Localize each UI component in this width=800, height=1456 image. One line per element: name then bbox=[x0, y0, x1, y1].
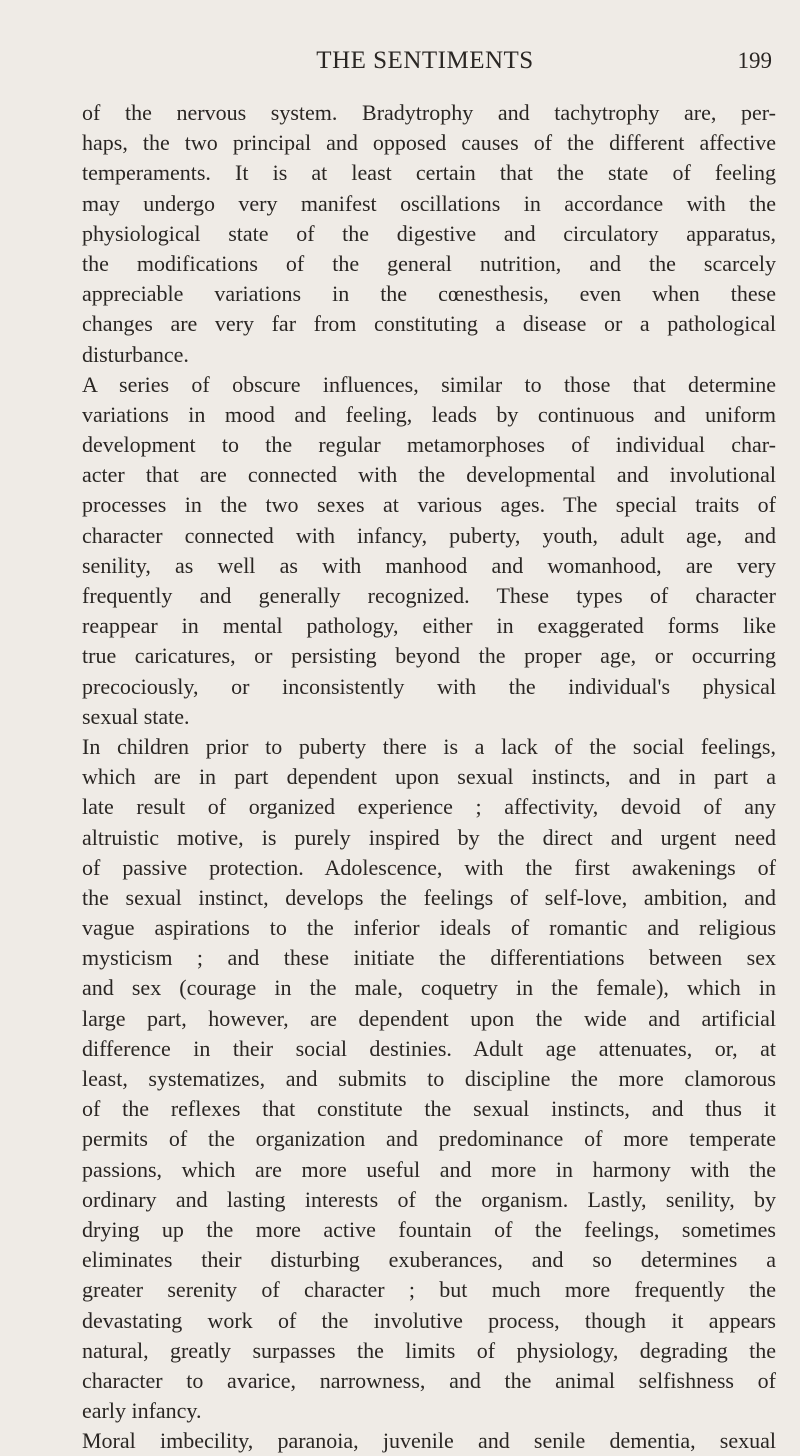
text-line: the modifications of the general nutrition, and the scarcely bbox=[82, 250, 776, 276]
text-line: altruistic motive, is purely inspired by the direct and urgent need bbox=[82, 824, 776, 850]
text-line: large part, however, are dependent upon the wide and artificial bbox=[82, 1005, 776, 1031]
text-line: drying up the more active fountain of the feelings, sometimes bbox=[82, 1216, 776, 1242]
text-line: ordinary and lasting interests of the organism. Lastly, senility, by bbox=[82, 1186, 776, 1212]
text-line: reappear in mental pathology, either in exaggerated forms like bbox=[82, 613, 776, 639]
text-line: character to avarice, narrowness, and the animal selfishness of bbox=[82, 1367, 776, 1393]
text-line: permits of the organization and predominance of more temperate bbox=[82, 1126, 776, 1152]
running-title: THE SENTIMENTS bbox=[316, 47, 534, 74]
text-line: character connected with infancy, puberty, youth, adult age, and bbox=[82, 522, 776, 548]
text-line: of the nervous system. Bradytrophy and tachytrophy are, per- bbox=[82, 100, 776, 125]
text-line: haps, the two principal and opposed causes of the different affective bbox=[82, 130, 776, 156]
text-line: variations in mood and feeling, leads by continuous and uniform bbox=[82, 401, 776, 427]
text-line: late result of organized experience ; affectivity, devoid of any bbox=[82, 794, 776, 820]
text-line: true caricatures, or persisting beyond the proper age, or occurring bbox=[82, 643, 776, 669]
text-line: development to the regular metamorphoses of individual char- bbox=[82, 432, 776, 458]
text-line: changes are very far from constituting a disease or a pathological bbox=[82, 311, 776, 337]
text-line: temperaments. It is at least certain that the state of feeling bbox=[82, 160, 776, 186]
text-line: and sex (courage in the male, coquetry in the female), which in bbox=[82, 975, 776, 1001]
text-line: early infancy. bbox=[82, 1398, 202, 1424]
text-line: difference in their social destinies. Adult age attenuates, or, at bbox=[82, 1035, 776, 1061]
text-line: Moral imbecility, paranoia, juvenile and senile dementia, sexual bbox=[82, 1428, 776, 1454]
text-line: precociously, or inconsistently with the individual's physical bbox=[82, 673, 776, 699]
text-line: natural, greatly surpasses the limits of physiology, degrading the bbox=[82, 1337, 776, 1363]
text-line: least, systematizes, and submits to discipline the more clamorous bbox=[82, 1066, 776, 1091]
text-line: may undergo very manifest oscillations in accordance with the bbox=[82, 190, 776, 216]
text-line: greater serenity of character ; but much more frequently the bbox=[82, 1277, 776, 1303]
text-line: senility, as well as with manhood and womanhood, are very bbox=[82, 552, 776, 578]
text-line: passions, which are more useful and more in harmony with the bbox=[82, 1156, 776, 1182]
text-line: eliminates their disturbing exuberances, and so determines a bbox=[82, 1247, 776, 1273]
text-line: A series of obscure influences, similar to those that determine bbox=[82, 371, 776, 397]
text-line: of passive protection. Adolescence, with the first awakenings of bbox=[82, 854, 776, 880]
body-text bbox=[82, 98, 776, 1456]
text-line: mysticism ; and these initiate the differentiations between sex bbox=[82, 945, 776, 971]
text-line: which are in part dependent upon sexual instincts, and in part a bbox=[82, 764, 776, 790]
running-head bbox=[78, 44, 772, 78]
page-number: 199 bbox=[737, 48, 772, 73]
text-line: processes in the two sexes at various ages. The special traits of bbox=[82, 492, 776, 518]
text-line: devastating work of the involutive process, though it appears bbox=[82, 1307, 776, 1333]
text-line: acter that are connected with the developmental and involutional bbox=[82, 462, 776, 488]
text-line: sexual state. bbox=[82, 703, 190, 729]
text-line: vague aspirations to the inferior ideals of romantic and religious bbox=[82, 915, 776, 941]
text-line: frequently and generally recognized. These types of character bbox=[82, 583, 776, 608]
text-line: of the reflexes that constitute the sexual instincts, and thus it bbox=[82, 1096, 776, 1122]
text-line: appreciable variations in the cœnesthesis, even when these bbox=[82, 281, 776, 307]
text-line: disturbance. bbox=[82, 341, 189, 367]
text-line: the sexual instinct, develops the feelings of self-love, ambition, and bbox=[82, 884, 776, 910]
text-line: In children prior to puberty there is a lack of the social feelings, bbox=[82, 733, 776, 759]
text-line: physiological state of the digestive and circulatory apparatus, bbox=[82, 220, 776, 246]
